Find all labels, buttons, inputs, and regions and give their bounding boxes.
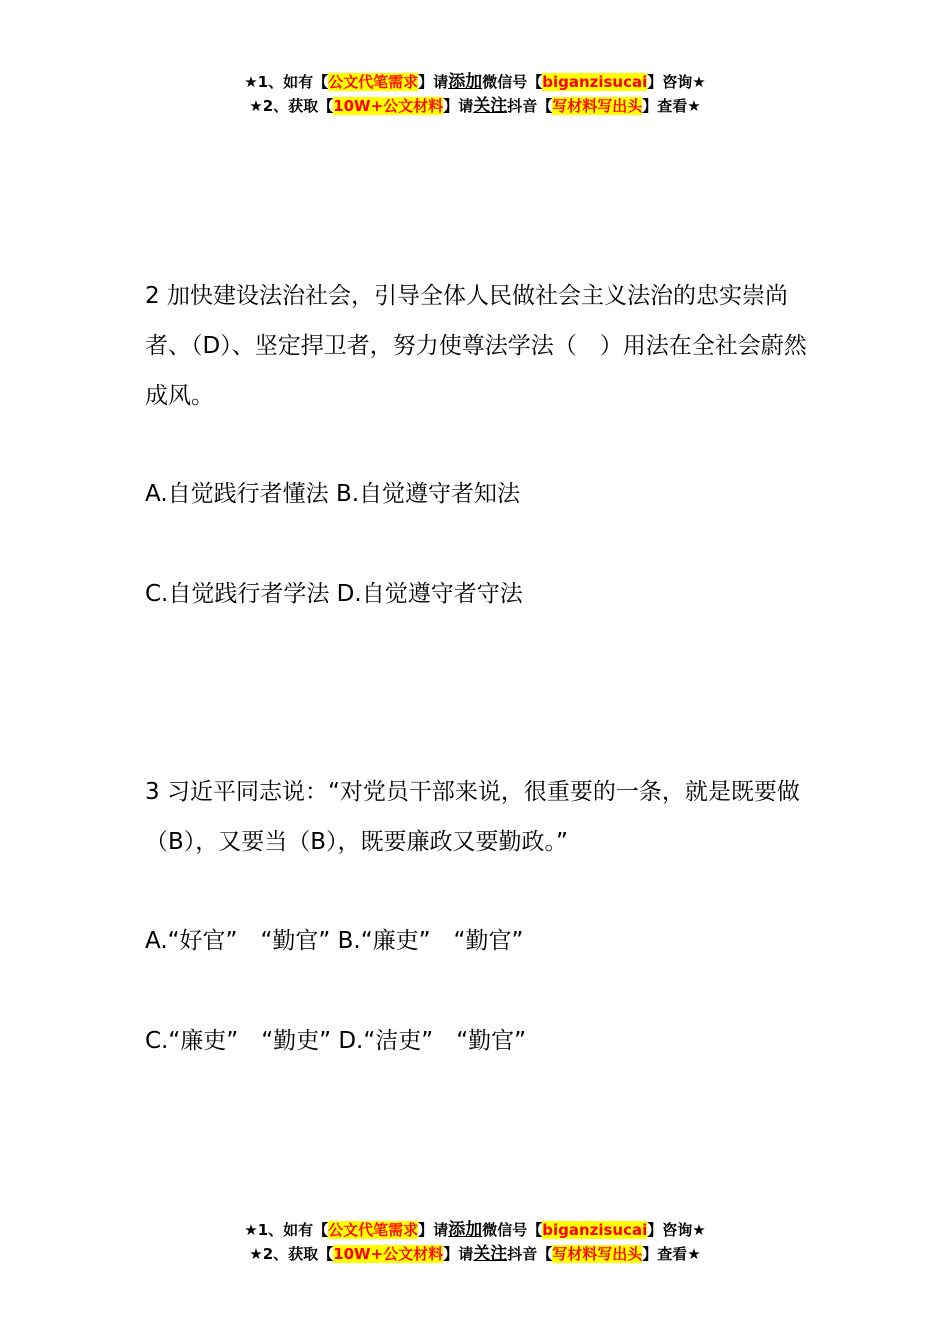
header-line-1 xyxy=(0,70,950,94)
question-3-options-2 xyxy=(145,1016,810,1066)
header-line-1-prefix: ★1、如有【 xyxy=(244,73,329,91)
question-3-text: 3 习近平同志说：“对党员干部来说，很重要的一条，就是既要做（B），又要当（B），既要廉政又要勤政。” xyxy=(145,779,800,855)
header-line-2-suffix: 】查看★ xyxy=(642,97,701,115)
header-line-2-douyin-label: 抖音【 xyxy=(507,97,553,115)
footer-line-1-underlined: 添加 xyxy=(448,1220,483,1240)
footer-line-1 xyxy=(0,1218,950,1242)
header-line-1-highlight-wechat-id: biganzisucai xyxy=(542,73,648,91)
question-2-block xyxy=(145,271,810,421)
header-line-1-text: 】请 xyxy=(418,73,449,91)
footer-line-1-suffix: 】咨询★ xyxy=(647,1221,706,1239)
footer-line-2-text: 】请 xyxy=(443,1245,474,1263)
header-line-2-prefix: ★2、获取【 xyxy=(249,97,334,115)
footer-line-1-highlight-wechat-id: biganzisucai xyxy=(542,1221,648,1239)
question-3-options-cd: C.“廉吏” “勤吏” D.“洁吏” “勤官” xyxy=(145,1028,527,1054)
footer-line-1-prefix: ★1、如有【 xyxy=(244,1221,329,1239)
footer-line-2-highlight-materials: 10W+公文材料 xyxy=(333,1245,444,1263)
footer-line-2-underlined: 关注 xyxy=(473,1244,508,1264)
question-3-block xyxy=(145,767,810,867)
footer-line-2-prefix: ★2、获取【 xyxy=(249,1245,334,1263)
footer-line-1-wechat-label: 微信号【 xyxy=(482,1221,543,1239)
header-line-2-text: 】请 xyxy=(443,97,474,115)
header-line-1-wechat-label: 微信号【 xyxy=(482,73,543,91)
footer-line-2-douyin-label: 抖音【 xyxy=(507,1245,553,1263)
question-2-options xyxy=(145,469,810,519)
header-line-2-highlight-materials: 10W+公文材料 xyxy=(333,97,444,115)
header-line-1-underlined: 添加 xyxy=(448,72,483,92)
header-line-2-highlight-account: 写材料写出头 xyxy=(552,97,643,115)
footer-line-2 xyxy=(0,1242,950,1266)
header-line-1-highlight-service: 公文代笔需求 xyxy=(328,73,419,91)
footer-banner xyxy=(0,1218,950,1266)
footer-line-1-text: 】请 xyxy=(418,1221,449,1239)
footer-line-2-suffix: 】查看★ xyxy=(642,1245,701,1263)
header-line-2-underlined: 关注 xyxy=(473,96,508,116)
footer-line-2-highlight-account: 写材料写出头 xyxy=(552,1245,643,1263)
question-2-options-ab: A.自觉践行者懂法 B.自觉遵守者知法 xyxy=(145,481,521,507)
question-2-options-cd: C.自觉践行者学法 D.自觉遵守者守法 xyxy=(145,581,523,607)
footer-line-1-highlight-service: 公文代笔需求 xyxy=(328,1221,419,1239)
header-line-1-suffix: 】咨询★ xyxy=(647,73,706,91)
header-line-2 xyxy=(0,94,950,118)
header-banner xyxy=(0,70,950,118)
question-2-options-2 xyxy=(145,569,810,619)
question-2-text: 2 加快建设法治社会，引导全体人民做社会主义法治的忠实崇尚者、（D）、坚定捍卫者，努力使尊法学法（ ）用法在全社会蔚然成风。 xyxy=(145,283,807,409)
question-3-options xyxy=(145,916,810,966)
question-3-options-ab: A.“好官” “勤官” B.“廉吏” “勤官” xyxy=(145,928,524,954)
